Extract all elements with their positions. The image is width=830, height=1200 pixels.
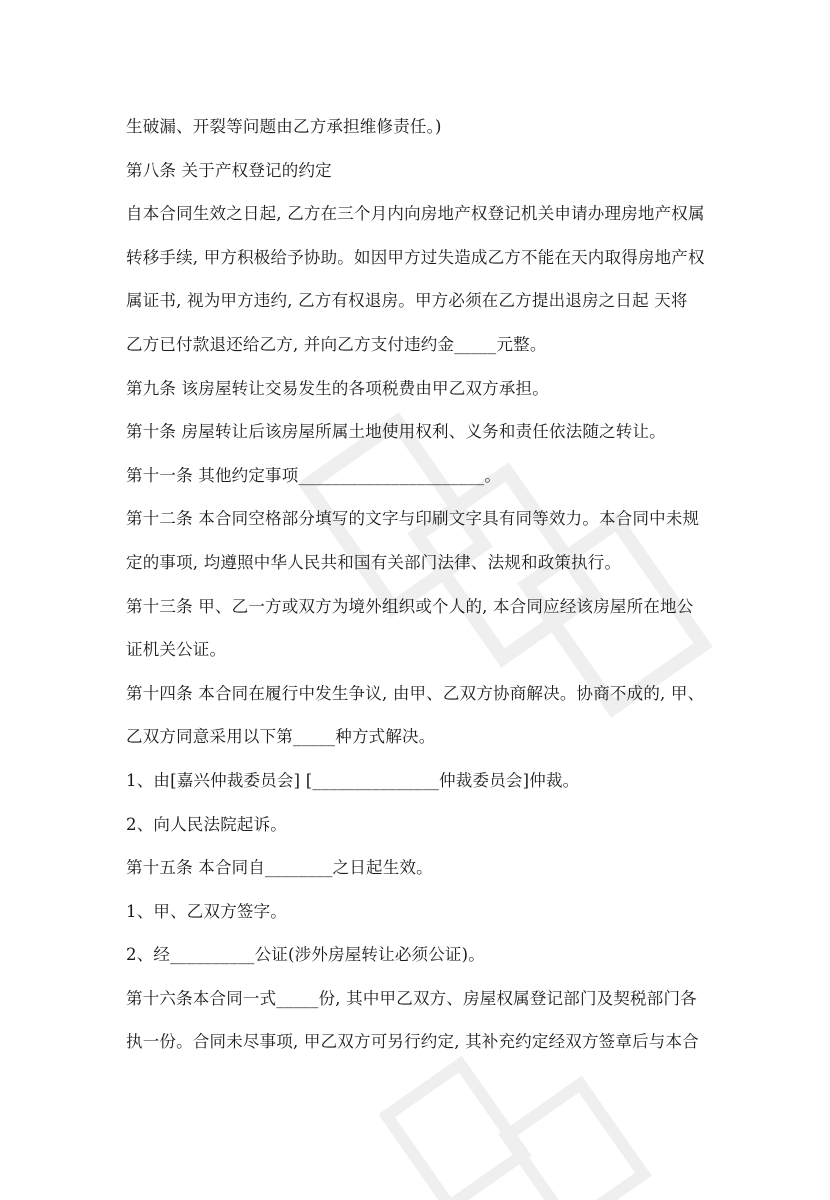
list-item: 2、向人民法院起诉。 — [126, 814, 287, 834]
text-line: 证机关公证。 — [126, 640, 227, 660]
list-item: 1、甲、乙双方签字。 — [126, 901, 287, 921]
article-9: 第九条 该房屋转让交易发生的各项税费由甲乙双方承担。 — [126, 378, 549, 398]
document-body — [126, 105, 716, 1064]
text-line: 生破漏、开裂等问题由乙方承担维修责任。) — [126, 117, 442, 136]
article-12: 第十二条 本合同空格部分填写的文字与印刷文字具有同等效力。本合同中未规 — [126, 509, 700, 529]
text-line: 乙方已付款退还给乙方, 并向乙方支付违约金_____元整。 — [126, 334, 547, 354]
text-line: 属证书, 视为甲方违约, 乙方有权退房。甲方必须在乙方提出退房之日起 天将 — [126, 291, 688, 311]
article-16: 第十六条本合同一式_____份, 其中甲乙双方、房屋权属登记部门及契税部门各 — [126, 988, 697, 1008]
text-line: 定的事项, 均遵照中华人民共和国有关部门法律、法规和政策执行。 — [126, 552, 622, 572]
article-15: 第十五条 本合同自________之日起生效。 — [126, 858, 433, 878]
article-8-heading: 第八条 关于产权登记的约定 — [126, 160, 332, 180]
article-14: 第十四条 本合同在履行中发生争议, 由甲、乙双方协商解决。协商不成的, 甲、 — [126, 683, 705, 703]
text-line: 乙双方同意采用以下第_____种方式解决。 — [126, 727, 436, 747]
list-item: 1、由[嘉兴仲裁委员会] [_______________仲裁委员会]仲裁。 — [126, 770, 580, 790]
article-13: 第十三条 甲、乙一方或双方为境外组织或个人的, 本合同应经该房屋所在地公 — [126, 596, 694, 616]
article-10: 第十条 房屋转让后该房屋所属土地使用权利、义务和责任依法随之转让。 — [126, 422, 666, 442]
text-line: 自本合同生效之日起, 乙方在三个月内向房地产权登记机关申请办理房地产权属 — [126, 204, 705, 224]
text-line: 执一份。合同未尽事项, 甲乙双方可另行约定, 其补充约定经双方签章后与本合 — [126, 1032, 699, 1052]
article-11: 第十一条 其他约定事项______________________。 — [126, 465, 502, 485]
list-item: 2、经__________公证(涉外房屋转让必须公证)。 — [126, 945, 485, 965]
text-line: 转移手续, 甲方积极给予协助。如因甲方过失造成乙方不能在天内取得房地产权 — [126, 247, 705, 267]
